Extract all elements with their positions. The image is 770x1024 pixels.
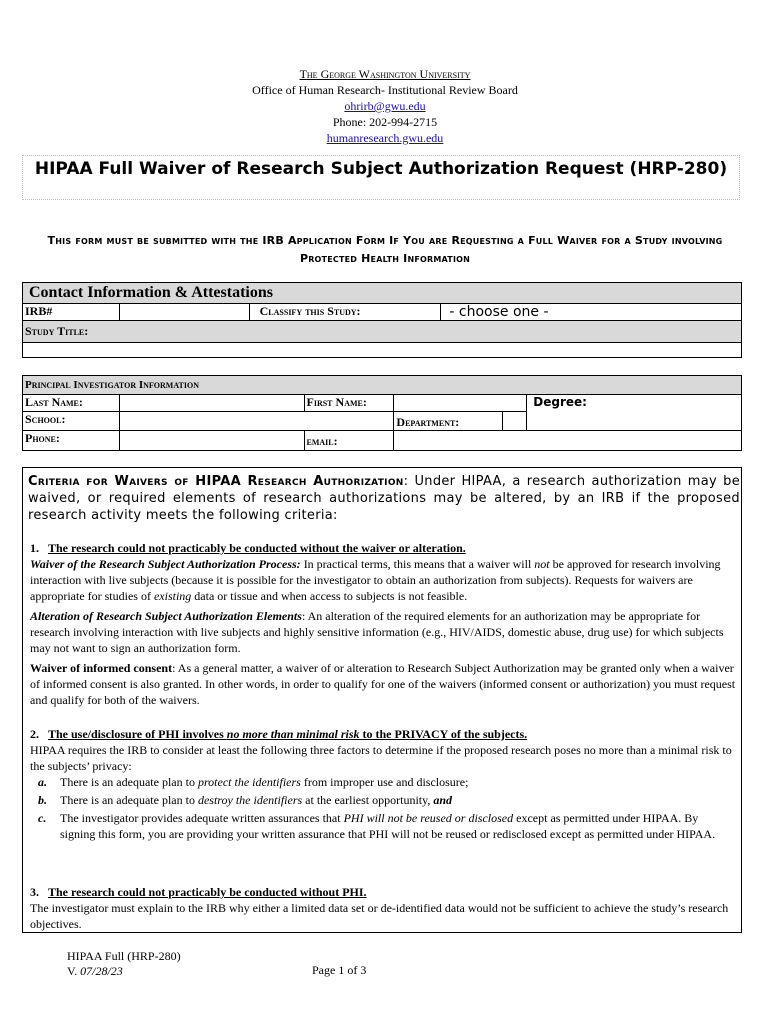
criterion-2 [30,726,736,842]
criterion-2-item-b: b. There is an adequate plan to destroy the identifiers at the earliest opportunity, and [38,793,453,807]
degree-label: Degree: [527,395,742,431]
irb-number-field[interactable] [119,304,249,321]
contact-section-table [22,282,742,358]
criterion-2-item-c: c. The investigator provides adequate written assurances that PHI will not be reused or disclosed except as permitted under HIPAA. By signing this form, you are providing your written assurance that PHI will not be reused or redisclosed except as permitted under HIPAA. [38,811,716,841]
pi-section-table [22,375,742,451]
irb-number-label: IRB# [23,304,120,321]
criteria-intro-label: Criteria for Waivers of HIPAA Research Authorization [28,474,404,489]
school-label: School: [23,412,120,431]
university-name: The George Washington University [299,67,471,81]
criterion-1-heading: 1. The research could not practicably be conducted without the waiver or alteration. [30,541,466,555]
phone-field[interactable] [119,431,304,451]
email-link[interactable]: ohrirb@gwu.edu [344,99,426,113]
criteria-section [22,467,742,933]
first-name-field[interactable] [394,395,527,412]
criterion-1-consent-paragraph: Waiver of informed consent: As a general matter, a waiver of or alteration to Research Subject Authorization may be granted only when a waiver of informed consent is also granted. In other words, in order to qualify for one of the waivers (informed consent or authorization) you must request and qualify for both of the waivers. [30,661,736,707]
last-name-field[interactable] [119,395,304,412]
last-name-label: Last Name: [23,395,120,412]
study-title-field[interactable] [23,343,742,358]
criterion-3-text: The investigator must explain to the IRB why either a limited data set or de-identified data would not be sufficient to achieve the study’s research objectives. [30,901,729,931]
classify-study-select[interactable]: - choose one - [441,304,742,321]
phone-number: Phone: 202-994-2715 [332,115,438,129]
letterhead [0,66,770,146]
footer-version: V. 07/28/23 [67,964,123,978]
website-link[interactable]: humanresearch.gwu.edu [326,131,444,145]
form-title [22,155,740,200]
criterion-2-item-a: a. There is an adequate plan to protect the identifiers from improper use and disclosure; [38,775,469,789]
footer-page-number: Page 1 of 3 [312,963,367,977]
department-field[interactable] [503,412,527,431]
phone-label: Phone: [23,431,120,451]
pi-section-title: Principal Investigator Information [23,376,742,395]
department-label: Department: [394,412,503,431]
criterion-1-alteration-paragraph: Alteration of Research Subject Authorization Elements: An alteration of the required elements for an authorization may be appropriate for research involving interaction with live subjects and highly sensitive information (e.g., HIV/AIDS, domestic abuse, drug use) for which subjects may not want to sign an authorization form. [30,609,724,655]
criterion-3-heading: 3. The research could not practicably be conducted without PHI. [30,885,367,899]
criterion-3 [30,884,736,932]
footer-form-info [67,949,181,979]
contact-section-title: Contact Information & Attestations [23,283,742,304]
pi-email-label: email: [304,431,394,451]
criteria-intro-text: : Under HIPAA, a research authorization may be waived, or required elements of research authorizations may be altered, by an IRB if the proposed research activity meets the following criteria: [28,474,740,523]
criteria-intro [28,473,740,524]
criterion-1 [30,540,736,708]
school-field[interactable] [119,412,394,431]
first-name-label: First Name: [304,395,394,412]
footer-form-name: HIPAA Full (HRP-280) [67,949,181,963]
form-subtitle: This form must be submitted with the IRB Application Form If You are Requesting a Full Waiver for a Study involving Protected Health Information [47,234,723,265]
criterion-2-text: HIPAA requires the IRB to consider at least the following three factors to determine if the proposed research poses no more than a minimal risk to the subjects’ privacy: [30,743,732,773]
criterion-1-waiver-paragraph: Waiver of the Research Subject Authorization Process: In practical terms, this means that a waiver will not be approved for research involving interaction with live subjects (because it is possible for the investigator to obtain an authorization from subjects). Requests for waivers are appropriate for studies of existing data or tissue and when access to subjects is not feasible. [30,557,721,603]
study-title-label: Study Title: [23,321,742,343]
form-title-text: HIPAA Full Waiver of Research Subject Authorization Request (HRP-280) [34,159,728,179]
office-name: Office of Human Research- Institutional Review Board [252,83,518,97]
criterion-2-heading: 2. The use/disclosure of PHI involves no more than minimal risk to the PRIVACY of the subjects. [30,727,528,741]
classify-study-label: Classify this Study: [249,304,441,321]
pi-email-field[interactable] [394,431,742,451]
